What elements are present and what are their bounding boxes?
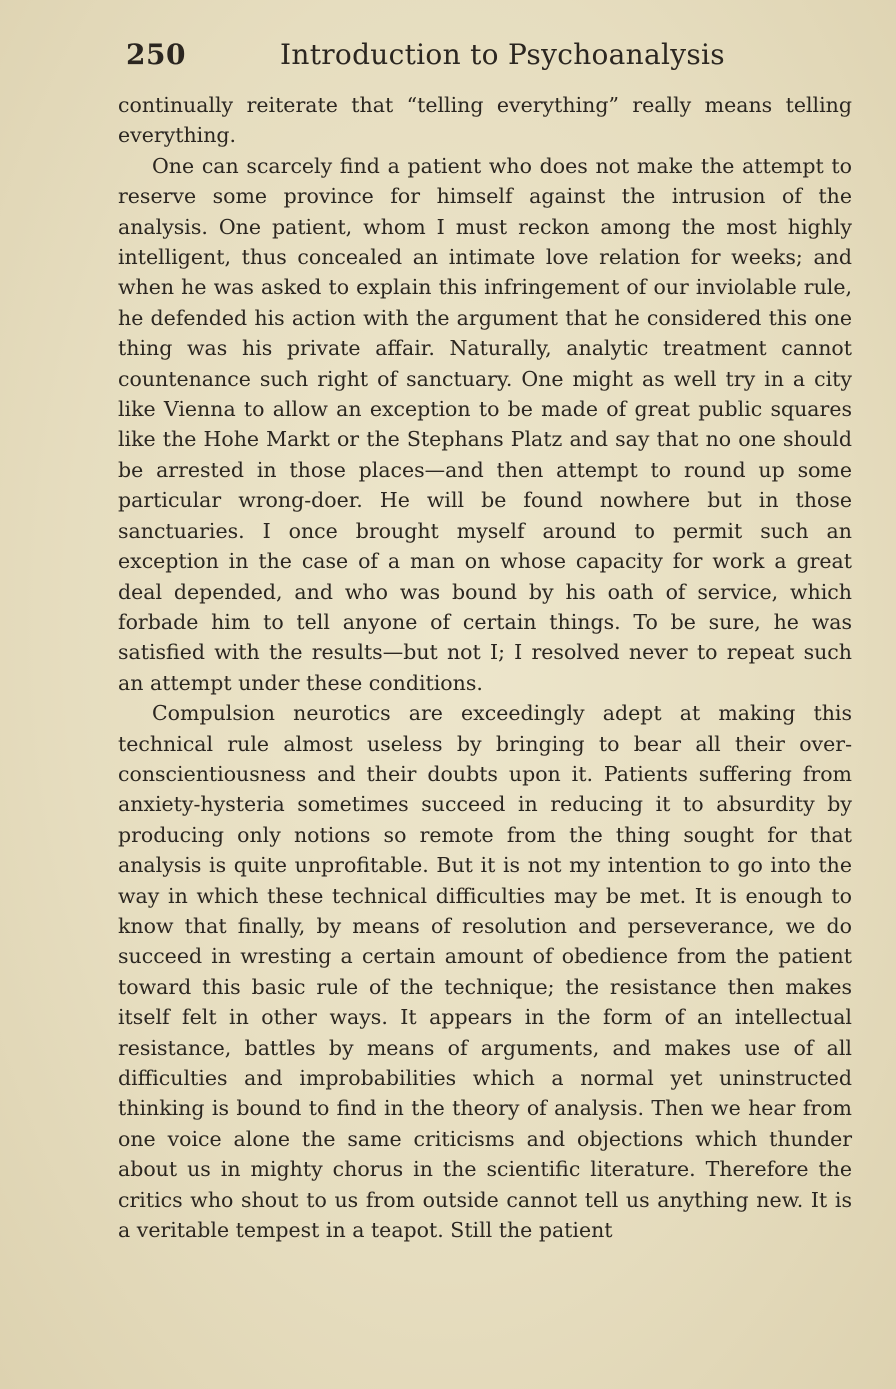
paragraph-compulsion-neurotics: Compulsion neurotics are exceedingly adept at making this technical rule almost useless by bringing to bear all their over-conscientiousness and their doubts upon it. Patients suffering from anxiety-hysteria sometimes succeed in reducing it to absurdity by producing only notions so remote from the thing sought for that analysis is quite unprofitable. But it is not my intention to go into the way in which these technical difficulties may be met. It is enough to know that finally, by means of resolution and perseverance, we do succeed in wresting a certain amount of obedience from the patient toward this basic rule of the technique; the resistance then makes itself felt in other ways. It appears in the form of an intellectual resistance, battles by means of arguments, and makes use of all difficulties and improbabilities which a normal yet uninstructed thinking is bound to find in the theory of analysis. Then we hear from one voice alone the same criticisms and objections which thunder about us in mighty chorus in the scientific literature. Therefore the critics who shout to us from outside cannot tell us anything new. It is a veritable tempest in a teapot. Still the patient (118, 701, 852, 1243)
running-head (120, 38, 850, 78)
body-text (118, 90, 852, 1245)
page-number: 250 (126, 38, 186, 71)
paragraph-reserved-province: One can scarcely find a patient who does not make the attempt to reserve some province for himself against the intrusion of the analysis. One patient, whom I must reckon among the most highly intelligent, thus concealed an intimate love relation for weeks; and when he was asked to explain this infringement of our inviolable rule, he defended his action with the argument that he considered this one thing was his private affair. Naturally, analytic treatment cannot countenance such right of sanctuary. One might as well try in a city like Vienna to allow an exception to be made of great public squares like the Hohe Markt or the Stephans Platz and say that no one should be arrested in those places—and then attempt to round up some particular wrong-doer. He will be found nowhere but in those sanctuaries. I once brought myself around to permit such an exception in the case of a man on whose capacity for work a great deal depended, and who was bound by his oath of service, which forbade him to tell anyone of certain things. To be sure, he was satisfied with the results—but not I; I resolved never to repeat such an attempt under these conditions. (118, 153, 852, 695)
running-title: Introduction to Psychoanalysis (280, 38, 725, 71)
paragraph-continuation: continually reiterate that “telling everything” really means telling everything. (118, 93, 852, 148)
